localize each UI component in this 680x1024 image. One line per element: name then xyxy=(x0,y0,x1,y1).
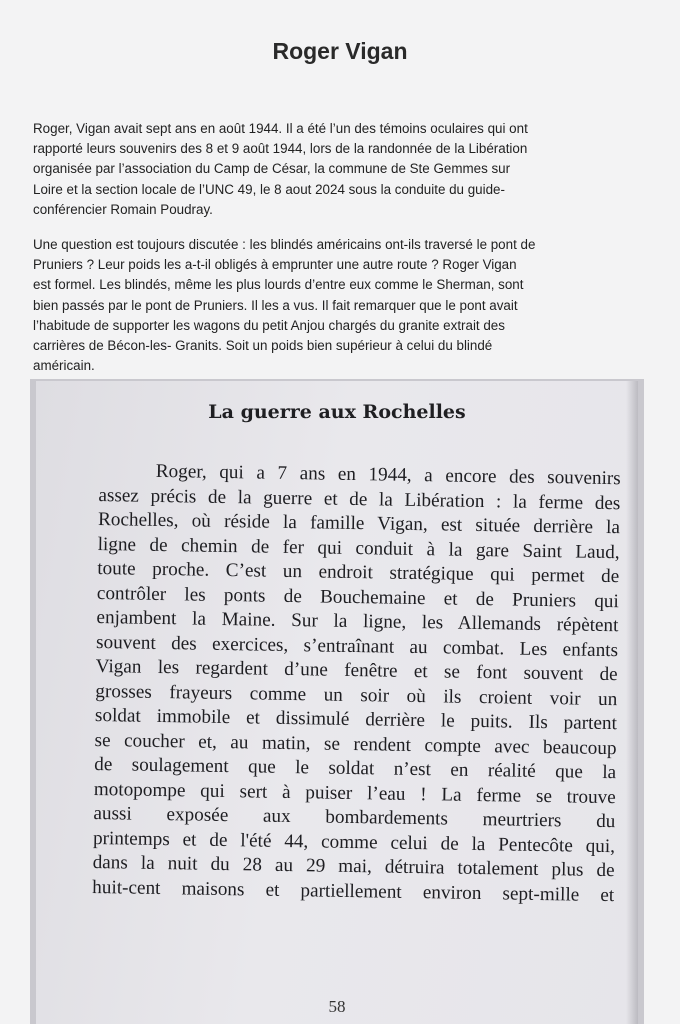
scan-line: motopompe qui sert à puiser l’eau ! La ferme se trouve xyxy=(93,778,616,808)
scan-body xyxy=(92,459,621,908)
scan-line: se coucher et, au matin, se rendent compte avec beaucoup xyxy=(94,729,617,759)
scan-edge-shadow xyxy=(626,381,638,1024)
text-line: rapporté leurs souvenirs des 8 et 9 août 1944, lors de la randonnée de la Libération xyxy=(33,141,528,157)
text-line: carrières de Bécon-les- Granits. Soit un poids bien supérieur à celui du blindé xyxy=(33,338,493,354)
scanned-book-page xyxy=(36,381,638,1024)
scan-line: Vigan les regardent d’une fenêtre et se font souvent de xyxy=(95,655,618,686)
page-title: Roger Vigan xyxy=(272,38,408,64)
scan-line: soldat immobile et dissimulé derrière le puits. Ils partent xyxy=(94,704,618,735)
text-line: Roger, Vigan avait sept ans en août 1944. Il a été l’un des témoins oculaires qui ont xyxy=(33,121,528,136)
scan-line: contrôler les ponts de Bouchemaine et de Pruniers qui xyxy=(96,582,619,612)
text-line: bien passés par le pont de Pruniers. Il les a vus. Il fait remarquer que le pont avait xyxy=(33,297,518,313)
scan-line: Roger, qui a 7 ans en 1944, a encore des souvenirs xyxy=(155,460,621,490)
text-line: organisée par l’association du Camp de César, la commune de Ste Gemmes sur xyxy=(33,161,511,177)
text-line: l’habitude de supporter les wagons du petit Anjou chargés du granite extrait des xyxy=(33,317,505,333)
scan-line: huit-cent maisons et partiellement environ sept-mille et xyxy=(92,876,615,906)
scan-line: Rochelles, où réside la famille Vigan, est située derrière la xyxy=(97,508,621,539)
page-number: 58 xyxy=(328,997,346,1016)
scan-heading: La guerre aux Rochelles xyxy=(208,401,466,423)
text-line: Une question est toujours discutée : les blindés américains ont-ils traversé le pont de xyxy=(33,237,536,252)
scan-line: de soulagement que le soldat n’est en réalité que la xyxy=(94,753,617,784)
text-line: est formel. Les blindés, même les plus lourds d’entre eux comme le Sherman, sont xyxy=(33,277,524,293)
question-paragraph xyxy=(33,235,633,376)
scan-line: souvent des exercices, s’entraînant au combat. Les enfants xyxy=(95,631,619,661)
scan-line: dans la nuit du 28 au 29 mai, détruira totalement plus de xyxy=(92,851,615,882)
text-line: Loire et la section locale de l’UNC 49, le 8 aout 2024 sous la conduite du guide- xyxy=(33,181,505,197)
scan-line: aussi exposée aux bombardements meurtriers du xyxy=(93,802,616,833)
scan-line: enjambent la Maine. Sur la ligne, les Allemands répètent xyxy=(96,606,619,637)
scan-line: assez précis de la guerre et de la Libération : la ferme des xyxy=(98,484,621,514)
text-line: conférencier Romain Poudray. xyxy=(33,201,213,217)
text-line: américain. xyxy=(33,358,95,374)
scan-line: toute proche. C’est un endroit stratégique qui permet de xyxy=(97,557,620,588)
scan-line: printemps et de l'été 44, comme celui de la Pentecôte qui, xyxy=(92,827,616,857)
text-line: Pruniers ? Leur poids les a-t-il obligés à emprunter une autre route ? Roger Vigan xyxy=(33,257,517,273)
scan-line: ligne de chemin de fer qui conduit à la gare Saint Laud, xyxy=(97,533,620,563)
scan-line: grosses frayeurs comme un soir où ils croient voir un xyxy=(95,680,618,710)
intro-paragraph xyxy=(33,119,633,220)
